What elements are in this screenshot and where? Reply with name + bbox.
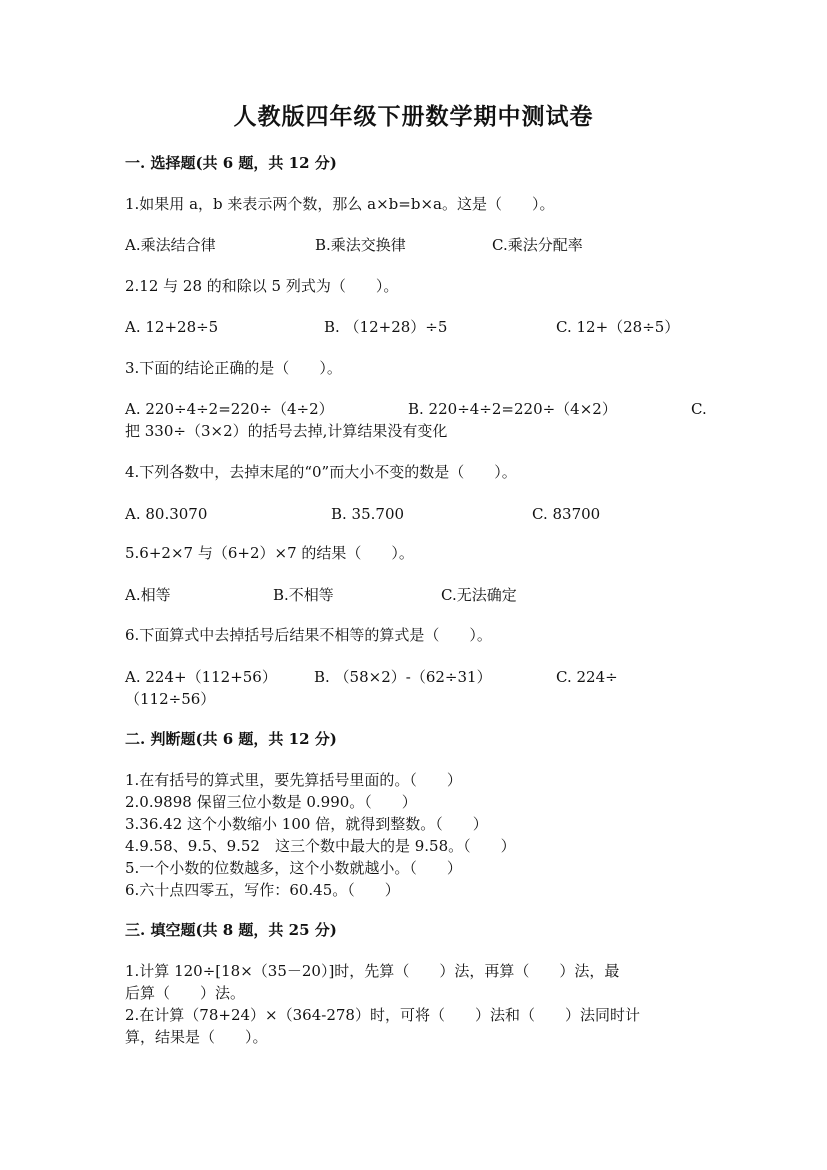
choice-q2-option-b: B. （12+28）÷5 — [324, 318, 448, 336]
choice-q3-option-a: A. 220÷4÷2=220÷（4÷2） — [125, 400, 334, 418]
choice-q4-stem: 4.下列各数中，去掉末尾的“0”而大小不变的数是（ ）。 — [125, 463, 517, 481]
choice-q5-option-c: C.无法确定 — [441, 586, 517, 604]
section-heading-choice: 一. 选择题(共 6 题，共 12 分) — [125, 154, 337, 172]
fill-q2-line1: 2.在计算（78+24）×（364-278）时，可将（ ）法和（ ）法同时计 — [125, 1006, 640, 1024]
fill-q1-line1: 1.计算 120÷[18×（35－20）]时，先算（ ）法，再算（ ）法，最 — [125, 962, 620, 980]
choice-q5-option-b: B.不相等 — [273, 586, 334, 604]
choice-q6-option-b: B. （58×2）-（62÷31） — [314, 668, 492, 686]
choice-q3-option-b: B. 220÷4÷2=220÷（4×2） — [408, 400, 617, 418]
choice-q3-stem: 3.下面的结论正确的是（ ）。 — [125, 359, 342, 377]
judge-item: 5.一个小数的位数越多，这个小数就越小。（ ） — [125, 859, 462, 877]
choice-q1-stem: 1.如果用 a，b 来表示两个数，那么 a×b=b×a。这是（ ）。 — [125, 195, 555, 213]
section-heading-judge: 二. 判断题(共 6 题，共 12 分) — [125, 730, 337, 748]
choice-q6-option-c-text: （112÷56） — [125, 690, 216, 708]
choice-q3-option-c: C. — [691, 400, 707, 418]
choice-q4-option-a: A. 80.3070 — [125, 505, 208, 523]
judge-item: 6.六十点四零五，写作：60.45。（ ） — [125, 881, 400, 899]
choice-q2-stem: 2.12 与 28 的和除以 5 列式为（ ）。 — [125, 277, 399, 295]
choice-q6-option-a: A. 224+（112+56） — [125, 668, 277, 686]
judge-item: 3.36.42 这个小数缩小 100 倍，就得到整数。（ ） — [125, 815, 488, 833]
choice-q5-option-a: A.相等 — [125, 586, 171, 604]
choice-q1-option-a: A.乘法结合律 — [125, 236, 216, 254]
section-heading-fill: 三. 填空题(共 8 题，共 25 分) — [125, 921, 337, 939]
choice-q3-option-c-text: 把 330÷（3×2）的括号去掉,计算结果没有变化 — [125, 422, 448, 440]
choice-q1-option-b: B.乘法交换律 — [315, 236, 406, 254]
choice-q2-option-c: C. 12+（28÷5） — [556, 318, 680, 336]
choice-q5-stem: 5.6+2×7 与（6+2）×7 的结果（ ）。 — [125, 544, 414, 562]
choice-q4-option-c: C. 83700 — [532, 505, 601, 523]
choice-q6-option-c: C. 224÷ — [556, 668, 618, 686]
judge-item: 1.在有括号的算式里，要先算括号里面的。（ ） — [125, 771, 462, 789]
fill-q2-line2: 算，结果是（ ）。 — [125, 1028, 268, 1046]
choice-q2-option-a: A. 12+28÷5 — [125, 318, 219, 336]
choice-q1-option-c: C.乘法分配率 — [492, 236, 583, 254]
page-title: 人教版四年级下册数学期中测试卷 — [233, 103, 594, 130]
fill-q1-line2: 后算（ ）法。 — [125, 984, 246, 1002]
judge-item: 2.0.9898 保留三位小数是 0.990。（ ） — [125, 793, 417, 811]
choice-q6-stem: 6.下面算式中去掉括号后结果不相等的算式是（ ）。 — [125, 626, 492, 644]
judge-item: 4.9.58、9.5、9.52 这三个数中最大的是 9.58。（ ） — [125, 837, 516, 855]
choice-q4-option-b: B. 35.700 — [331, 505, 405, 523]
